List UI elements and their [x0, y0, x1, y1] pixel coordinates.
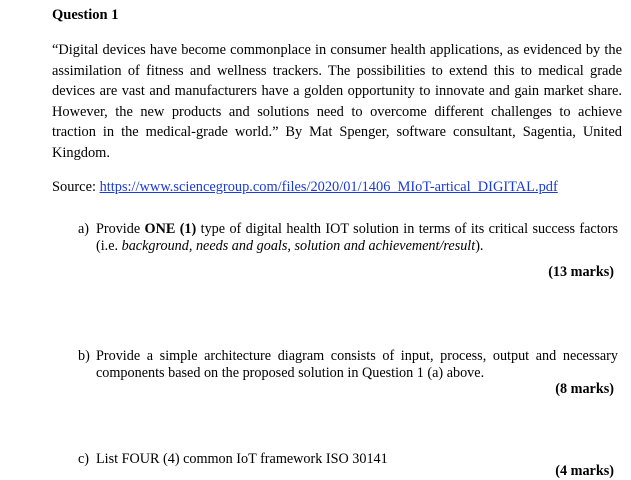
sub-question-label: b): [78, 348, 90, 364]
marks-label-b: (8 marks): [555, 381, 614, 397]
sub-question-label: c): [78, 451, 90, 467]
sub-question-text: [96, 221, 618, 255]
source-line: [52, 178, 558, 196]
text-fragment: ).: [475, 238, 484, 254]
text-fragment: Provide: [96, 221, 145, 237]
sub-question-c: [78, 451, 618, 468]
marks-label-a: (13 marks): [548, 264, 614, 280]
sub-question-b: [78, 348, 618, 382]
italic-text: background, needs and goals, solution and achievement/result: [121, 238, 476, 254]
source-link[interactable]: https://www.sciencegroup.com/files/2020/01/1406_MIoT-artical_DIGITAL.pdf: [99, 179, 558, 195]
marks-label-c: (4 marks): [555, 463, 614, 479]
question-heading: Question 1: [52, 7, 119, 23]
text-fragment: type of digital health IOT solution in terms of its critical success factors (i.e.: [96, 221, 618, 254]
emphasis-text: ONE (1): [144, 221, 197, 237]
quote-paragraph: “Digital devices have become commonplace in consumer health applications, as evidenced by the assimilation of fitness and wellness trackers. The possibilities to extend this to medical grade devices are vast and manufacturers have a golden opportunity to innovate and gain market share. However, the new products and solutions need to overcome different challenges to achieve traction in the medical-grade world.” By Mat Spenger, software consultant, Sagentia, United Kingdom.: [52, 42, 622, 161]
sub-question-text: Provide a simple architecture diagram consists of input, process, output and necessary components based on the proposed solution in Question 1 (a) above.: [96, 348, 618, 381]
sub-question-label: a): [78, 221, 90, 237]
source-label: Source:: [52, 179, 100, 195]
sub-question-text: List FOUR (4) common IoT framework ISO 30141: [96, 451, 388, 467]
sub-question-a: [78, 221, 618, 255]
